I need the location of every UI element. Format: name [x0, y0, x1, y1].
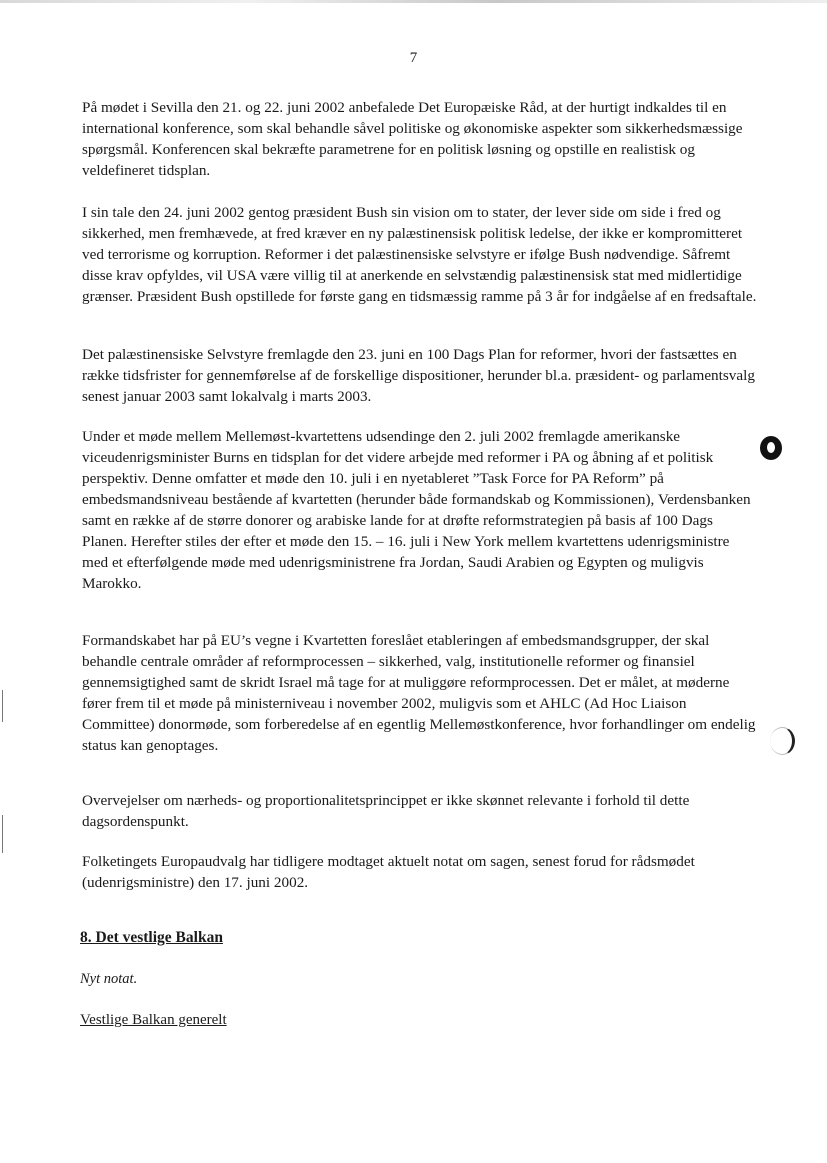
margin-mark — [2, 815, 3, 853]
paragraph-europe-committee: Folketingets Europaudvalg har tidligere modtaget aktuelt notat om sagen, senest forud for rådsmødet (udenrigsministre) den 17. juni 2002. — [82, 853, 695, 891]
paragraph-100-day-plan: Det palæstinensiske Selvstyre fremlagde den 23. juni en 100 Dags Plan for reformer, hvori der fastsættes en række tidsfrister for gennemførelse af de forskellige dispositioner, herunder bl.a. præsident- og parlamentsvalg senest januar 2003 samt lokalvalg i marts 2003. — [82, 346, 755, 405]
hole-punch-mark — [770, 727, 795, 755]
paragraph-presidency-proposal: Formandskabet har på EU’s vegne i Kvartetten foreslået etableringen af embedsmandsgrupper, der skal behandle centrale områder af reformprocessen – sikkerhed, valg, institutionelle reformer og finansiel gennemsigtighed samt de skridt Israel må tage for at muliggøre reformprocessen. Det er målet, at møderne fører frem til et møde på ministerniveau i november 2002, muligvis som et AHLC (Ad Hoc Liaison Committee) donormøde, som forberedelse af en egentlig Mellemøstkonference, hvor forhandlinger om endelig status kan genoptages. — [82, 632, 756, 754]
subheading: Vestlige Balkan generelt — [80, 1012, 227, 1028]
page-number: 7 — [409, 50, 418, 66]
margin-mark — [2, 690, 3, 722]
paragraph-sevilla-meeting: På mødet i Sevilla den 21. og 22. juni 2002 anbefalede Det Europæiske Råd, at der hurtigt indkaldes til en international konference, som skal behandle såvel politiske og økonomiske aspekter som sikkerhedsmæssige spørgsmål. Konferencen skal bekræfte parametrene for en politisk løsning og opstille en realistisk og veldefineret tidsplan. — [82, 99, 743, 179]
paragraph-quartet-meeting: Under et møde mellem Mellemøst-kvartettens udsendinge den 2. juli 2002 fremlagde amerikanske viceudenrigsminister Burns en tidsplan for det videre arbejde med reformer i PA og åbning af et politisk perspektiv. Denne omfatter et møde den 10. juli i en nyetableret ”Task Force for PA Reform” på embedsmandsniveau bestående af kvartetten (herunder både formandskab og Kommissionen), Verdensbanken samt en række af de større donorer og arabiske lande for at drøfte reformstrategien på basis af 100 Dags Planen. Herefter stiles der efter et møde den 15. – 16. juli i New York mellem kvartettens udenrigsministre med et efterfølgende møde med udenrigsministrene fra Jordan, Saudi Arabien og Egypten og muligvis Marokko. — [82, 428, 751, 592]
section-heading: 8. Det vestlige Balkan — [80, 929, 223, 946]
hole-punch-mark — [760, 436, 782, 460]
scan-edge — [0, 0, 827, 3]
note-label: Nyt notat. — [80, 971, 138, 987]
paragraph-subsidiarity: Overvejelser om nærheds- og proportionalitetsprincippet er ikke skønnet relevante i forhold til dette dagsordenspunkt. — [82, 792, 690, 830]
paragraph-bush-speech: I sin tale den 24. juni 2002 gentog præsident Bush sin vision om to stater, der lever side om side i fred og sikkerhed, men fremhævede, at fred kræver en ny palæstinensisk politisk ledelse, der ikke er kompromitteret ved terrorisme og korruption. Reformer i det palæstinensiske selvstyre er ifølge Bush nødvendige. Såfremt disse krav opfyldes, vil USA være villig til at anerkende en selvstændig palæstinensisk stat med midlertidige grænser. Præsident Bush opstillede for første gang en tidsmæssig ramme på 3 år for indgåelse af en fredsaftale. — [82, 204, 757, 305]
